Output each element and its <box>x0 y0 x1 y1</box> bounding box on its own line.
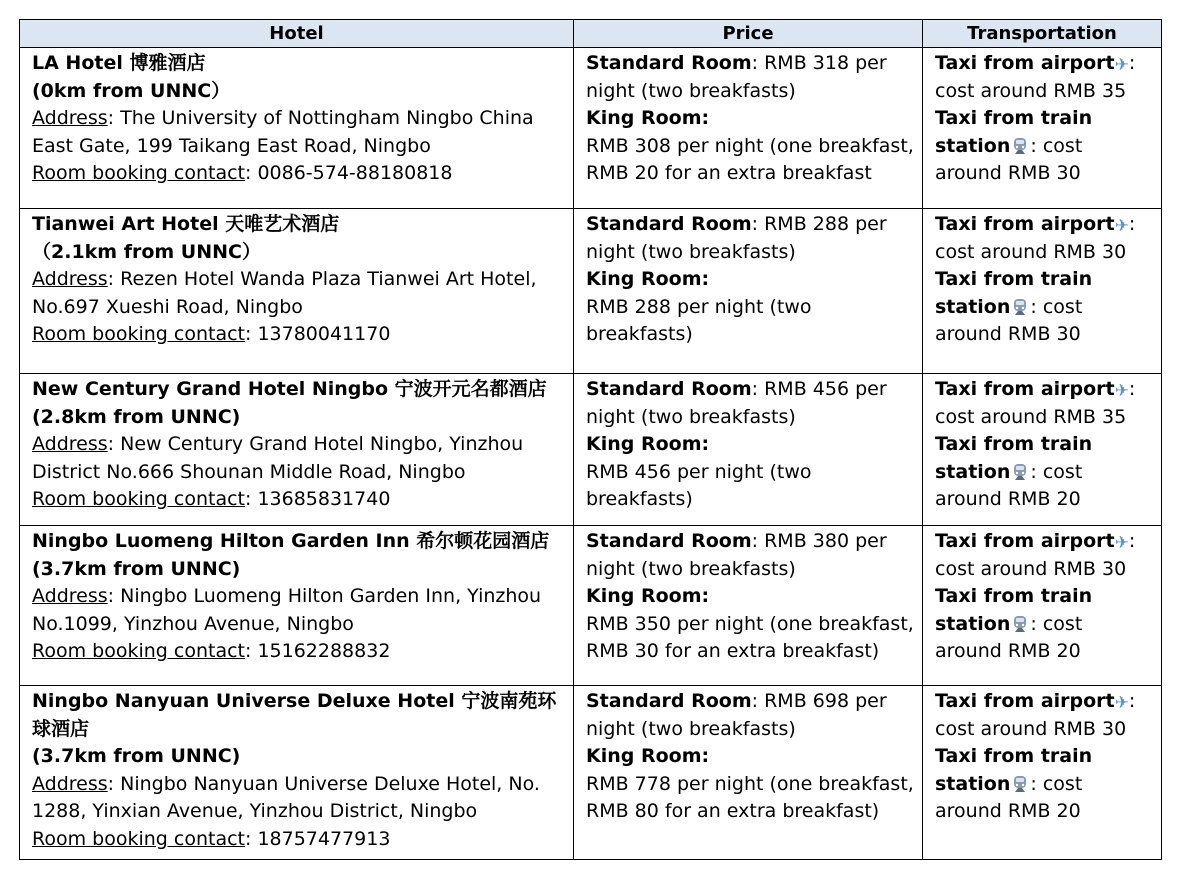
taxi-airport: Taxi from airport✈: cost around RMB 30 <box>935 690 1136 740</box>
taxi-airport: Taxi from airport✈: cost around RMB 35 <box>935 378 1136 428</box>
king-room-label-text: King Room <box>586 745 702 768</box>
taxi-train: Taxi from train station : cost around RMB 20 <box>935 745 1093 823</box>
king-room-label: King Room: <box>586 107 710 130</box>
king-room-label-text: King Room <box>586 268 702 291</box>
train-cost-prefix: cost around <box>935 612 1083 663</box>
train-cost: RMB 30 <box>1007 162 1081 185</box>
standard-room-price: RMB 698 per night (two breakfasts) <box>586 690 887 740</box>
hotel-name: New Century Grand Hotel Ningbo 宁波开元名都酒店 <box>32 378 547 400</box>
standard-room-price: RMB 456 per night (two breakfasts) <box>586 378 887 428</box>
hotel-distance: (0km from UNNC） <box>32 79 231 102</box>
address-label: Address <box>32 433 108 456</box>
taxi-airport-label: Taxi from airport <box>935 690 1115 712</box>
address-value: The University of Nottingham Ningbo China East Gate, 199 Taikang East Road, Ningbo <box>32 107 534 157</box>
hotel-contact: Room booking contact: 15162288832 <box>32 640 391 663</box>
standard-room-label: Standard Room <box>586 690 752 712</box>
airport-cost-prefix: cost around <box>935 405 1048 428</box>
address-label: Address <box>32 107 108 130</box>
transport-cell <box>923 374 1162 526</box>
standard-room-price: RMB 318 per night (two breakfasts) <box>586 52 887 102</box>
airport-cost: RMB 35 <box>1053 405 1127 428</box>
standard-room-label: Standard Room <box>586 213 752 235</box>
hotel-address: Address: Ningbo Luomeng Hilton Garden Inn, Yinzhou No.1099, Yinzhou Avenue, Ningbo <box>32 585 542 635</box>
transport-cell <box>923 209 1162 374</box>
standard-room-label: Standard Room <box>586 378 752 400</box>
airport-cost: RMB 30 <box>1053 557 1127 580</box>
booking-label: Room booking contact <box>32 640 245 663</box>
airplane-icon: ✈ <box>1114 216 1129 236</box>
hotel-name: Ningbo Luomeng Hilton Garden Inn 希尔顿花园酒店 <box>32 530 550 552</box>
address-label: Address <box>32 585 108 608</box>
hotel-table <box>19 19 1162 860</box>
taxi-airport-label: Taxi from airport <box>935 213 1115 235</box>
standard-room-label: Standard Room <box>586 52 752 74</box>
airport-cost: RMB 30 <box>1053 240 1127 263</box>
airplane-icon: ✈ <box>1114 693 1129 713</box>
standard-room: Standard Room: RMB 318 per night (two breakfasts) <box>586 52 887 102</box>
booking-label: Room booking contact <box>32 162 245 185</box>
address-value: Ningbo Nanyuan Universe Deluxe Hotel, No. 1288, Yinxian Avenue, Yinzhou District, Ningbo <box>32 772 540 823</box>
table-row <box>20 48 1162 209</box>
hotel-contact: Room booking contact: 13685831740 <box>32 488 391 511</box>
hotel-distance: （2.1km from UNNC） <box>32 240 261 263</box>
taxi-train: Taxi from train station : cost around RMB 30 <box>935 268 1093 346</box>
taxi-airport: Taxi from airport✈: cost around RMB 30 <box>935 213 1136 263</box>
king-room-label-text: King Room <box>586 585 702 608</box>
train-cost: RMB 20 <box>1007 640 1081 663</box>
header-row <box>20 20 1162 48</box>
hotel-distance: (3.7km from UNNC) <box>32 745 241 768</box>
taxi-airport-label: Taxi from airport <box>935 378 1115 400</box>
table-row <box>20 374 1162 526</box>
booking-label: Room booking contact <box>32 488 245 511</box>
standard-room-price: RMB 380 per night (two breakfasts) <box>586 530 887 580</box>
price-cell <box>574 686 923 860</box>
taxi-train: Taxi from train station : cost around RMB 20 <box>935 585 1093 663</box>
hotel-distance: (3.7km from UNNC) <box>32 557 241 580</box>
hotel-contact: Room booking contact: 18757477913 <box>32 827 391 850</box>
train-cost-prefix: cost around <box>935 134 1083 185</box>
hotel-address: Address: Ningbo Nanyuan Universe Deluxe Hotel, No. 1288, Yinxian Avenue, Yinzhou District, Ningbo <box>32 772 540 823</box>
standard-room: Standard Room: RMB 380 per night (two breakfasts) <box>586 530 887 580</box>
taxi-airport: Taxi from airport✈: cost around RMB 30 <box>935 530 1136 580</box>
header-hotel: Hotel <box>20 20 574 48</box>
standard-room-label: Standard Room <box>586 530 752 552</box>
hotel-cell <box>20 209 574 374</box>
king-room-label: King Room: <box>586 745 710 768</box>
king-room-price: RMB 350 per night (one breakfast, RMB 30 for an extra breakfast) <box>586 612 914 663</box>
train-icon <box>1012 463 1028 481</box>
address-label: Address <box>32 268 108 291</box>
airport-cost-prefix: cost around <box>935 717 1048 740</box>
header-price: Price <box>574 20 923 48</box>
table-row <box>20 686 1162 860</box>
header-transportation: Transportation <box>923 20 1162 48</box>
king-room-price: RMB 778 per night (one breakfast, RMB 80 for an extra breakfast) <box>586 772 914 823</box>
train-cost-prefix: cost around <box>935 460 1083 511</box>
hotel-name: Tianwei Art Hotel 天唯艺术酒店 <box>32 213 340 235</box>
king-room-price: RMB 308 per night (one breakfast, RMB 20 for an extra breakfast <box>586 134 914 185</box>
table-row <box>20 209 1162 374</box>
king-room-price: RMB 288 per night (two breakfasts) <box>586 295 812 346</box>
address-value: New Century Grand Hotel Ningbo, Yinzhou District No.666 Shounan Middle Road, Ningbo <box>32 433 524 483</box>
train-cost: RMB 30 <box>1007 323 1081 346</box>
airport-cost: RMB 30 <box>1053 717 1127 740</box>
airport-cost-prefix: cost around <box>935 557 1048 580</box>
contact-value: 18757477913 <box>257 827 391 850</box>
king-room-label: King Room: <box>586 585 710 608</box>
price-cell <box>574 48 923 209</box>
train-cost-prefix: cost around <box>935 772 1083 823</box>
train-icon <box>1012 615 1028 633</box>
price-cell <box>574 209 923 374</box>
hotel-address: Address: New Century Grand Hotel Ningbo, Yinzhou District No.666 Shounan Middle Road, Ningbo <box>32 433 524 483</box>
booking-label: Room booking contact <box>32 323 245 346</box>
hotel-contact: Room booking contact: 13780041170 <box>32 323 391 346</box>
taxi-train-label: Taxi from train station <box>935 268 1093 318</box>
transport-cell <box>923 48 1162 209</box>
taxi-airport: Taxi from airport✈: cost around RMB 35 <box>935 52 1136 102</box>
price-cell <box>574 374 923 526</box>
hotel-contact: Room booking contact: 0086-574-88180818 <box>32 162 453 185</box>
hotel-cell <box>20 48 574 209</box>
king-room-label: King Room: <box>586 433 710 456</box>
airplane-icon: ✈ <box>1114 55 1129 75</box>
hotel-name: Ningbo Nanyuan Universe Deluxe Hotel 宁波南苑环球酒店 <box>32 690 557 740</box>
address-label: Address <box>32 772 108 795</box>
standard-room: Standard Room: RMB 456 per night (two breakfasts) <box>586 378 887 428</box>
contact-value: 15162288832 <box>257 640 391 663</box>
train-icon <box>1012 137 1028 155</box>
king-room-label-text: King Room <box>586 107 702 130</box>
taxi-train: Taxi from train station : cost around RMB 20 <box>935 433 1093 511</box>
table-row <box>20 526 1162 686</box>
hotel-address: Address: Rezen Hotel Wanda Plaza Tianwei Art Hotel, No.697 Xueshi Road, Ningbo <box>32 268 537 318</box>
airport-cost-prefix: cost around <box>935 240 1048 263</box>
taxi-train-label: Taxi from train station <box>935 107 1093 157</box>
train-icon <box>1012 775 1028 793</box>
taxi-train-label: Taxi from train station <box>935 433 1093 483</box>
hotel-cell <box>20 686 574 860</box>
train-cost-prefix: cost around <box>935 295 1083 346</box>
price-cell <box>574 526 923 686</box>
airport-cost-prefix: cost around <box>935 79 1048 102</box>
king-room-label-text: King Room <box>586 433 702 456</box>
booking-label: Room booking contact <box>32 827 245 850</box>
train-cost: RMB 20 <box>1007 488 1081 511</box>
hotel-cell <box>20 374 574 526</box>
hotel-cell <box>20 526 574 686</box>
king-room-label: King Room: <box>586 268 710 291</box>
contact-value: 0086-574-88180818 <box>257 162 453 185</box>
airplane-icon: ✈ <box>1114 533 1129 553</box>
transport-cell <box>923 526 1162 686</box>
standard-room-price: RMB 288 per night (two breakfasts) <box>586 213 887 263</box>
taxi-train-label: Taxi from train station <box>935 745 1093 795</box>
hotel-name: LA Hotel 博雅酒店 <box>32 52 206 74</box>
address-value: Rezen Hotel Wanda Plaza Tianwei Art Hotel, No.697 Xueshi Road, Ningbo <box>32 268 537 318</box>
contact-value: 13685831740 <box>257 488 391 511</box>
hotel-distance: (2.8km from UNNC) <box>32 405 241 428</box>
train-cost: RMB 20 <box>1007 800 1081 823</box>
king-room-price: RMB 456 per night (two breakfasts) <box>586 460 812 511</box>
standard-room: Standard Room: RMB 698 per night (two breakfasts) <box>586 690 887 740</box>
taxi-train-label: Taxi from train station <box>935 585 1093 635</box>
airplane-icon: ✈ <box>1114 381 1129 401</box>
taxi-train: Taxi from train station : cost around RMB 30 <box>935 107 1093 185</box>
taxi-airport-label: Taxi from airport <box>935 530 1115 552</box>
hotel-address: Address: The University of Nottingham Ningbo China East Gate, 199 Taikang East Road, Ningbo <box>32 107 534 157</box>
taxi-airport-label: Taxi from airport <box>935 52 1115 74</box>
airport-cost: RMB 35 <box>1053 79 1127 102</box>
standard-room: Standard Room: RMB 288 per night (two breakfasts) <box>586 213 887 263</box>
transport-cell <box>923 686 1162 860</box>
contact-value: 13780041170 <box>257 323 391 346</box>
train-icon <box>1012 298 1028 316</box>
address-value: Ningbo Luomeng Hilton Garden Inn, Yinzhou No.1099, Yinzhou Avenue, Ningbo <box>32 585 542 635</box>
